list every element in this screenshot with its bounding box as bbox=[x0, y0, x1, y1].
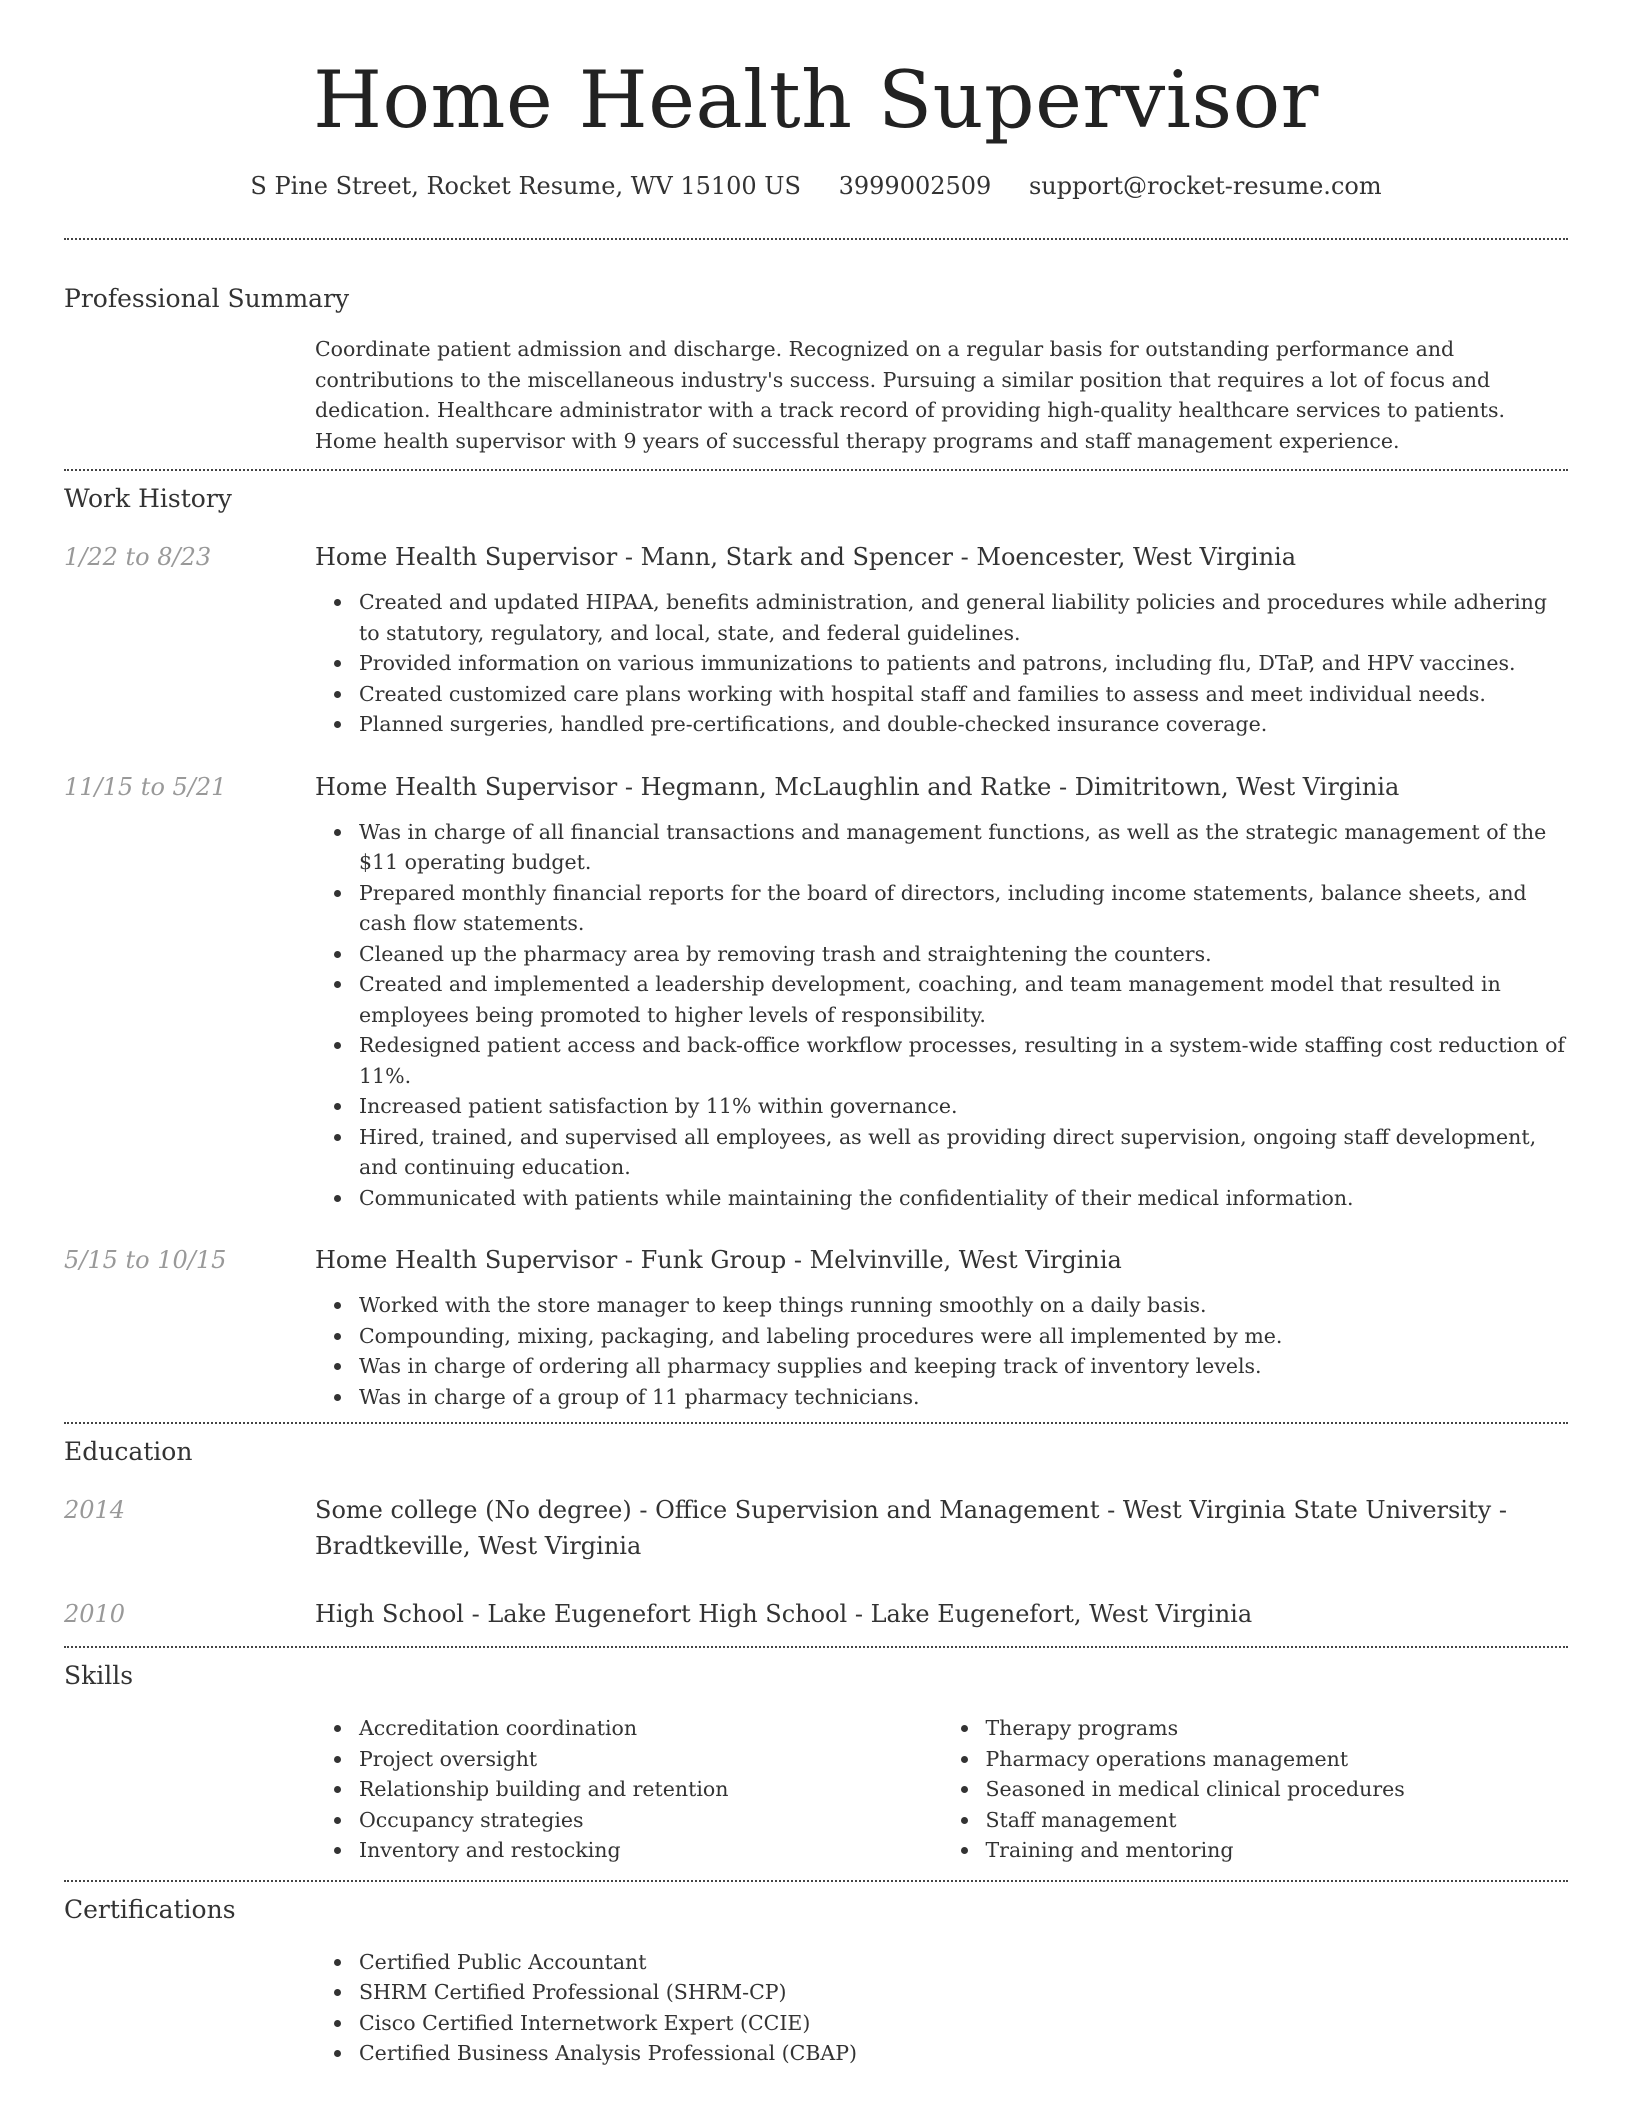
skills-right-list bbox=[942, 1713, 1569, 1866]
list-item: Created and updated HIPAA, benefits administration, and general liability policies and procedures while adhering to statutory, regulatory, and local, state, and federal guidelines. bbox=[359, 587, 1568, 648]
section-divider bbox=[64, 1880, 1568, 1882]
education-date: 2010 bbox=[64, 1600, 126, 1628]
section-divider bbox=[64, 1422, 1568, 1424]
list-item: Compounding, mixing, packaging, and labeling procedures were all implemented by me. bbox=[359, 1321, 1568, 1352]
job-entry bbox=[64, 1242, 1568, 1412]
section-divider bbox=[64, 469, 1568, 471]
certifications-section-title: Certifications bbox=[64, 1894, 236, 1924]
skills-columns bbox=[315, 1713, 1568, 1866]
resume-page bbox=[64, 0, 1568, 2069]
list-item: Hired, trained, and supervised all employees, as well as providing direct supervision, ongoing staff development, and continuing education. bbox=[359, 1122, 1568, 1183]
list-item: Inventory and restocking bbox=[359, 1835, 942, 1866]
list-item: Therapy programs bbox=[986, 1713, 1569, 1744]
job-title: Home Health Supervisor - Hegmann, McLaughlin and Ratke - Dimitritown, West Virginia bbox=[315, 772, 1400, 801]
contact-address: S Pine Street, Rocket Resume, WV 15100 US bbox=[250, 172, 801, 200]
contact-line bbox=[64, 168, 1568, 204]
section-divider bbox=[64, 238, 1568, 240]
list-item: Project oversight bbox=[359, 1744, 942, 1775]
job-bullets bbox=[315, 817, 1568, 1214]
job-title: Home Health Supervisor - Mann, Stark and Spencer - Moencester, West Virginia bbox=[315, 543, 1297, 571]
job-entry bbox=[64, 539, 1568, 740]
work-history-section-title: Work History bbox=[64, 484, 232, 513]
list-item: Increased patient satisfaction by 11% within governance. bbox=[359, 1091, 1568, 1122]
certifications-list bbox=[315, 1947, 1568, 2069]
education-title: High School - Lake Eugenefort High School - Lake Eugenefort, West Virginia bbox=[315, 1600, 1253, 1628]
list-item: Cleaned up the pharmacy area by removing trash and straightening the counters. bbox=[359, 939, 1568, 970]
education-date: 2014 bbox=[64, 1496, 126, 1524]
education-title: Some college (No degree) - Office Supervision and Management - West Virginia State University - Bradtkeville, West Virginia bbox=[315, 1496, 1507, 1560]
contact-phone: 3999002509 bbox=[838, 172, 992, 200]
job-date: 5/15 to 10/15 bbox=[64, 1246, 227, 1274]
education-entry bbox=[64, 1596, 1568, 1632]
list-item: Seasoned in medical clinical procedures bbox=[986, 1774, 1569, 1805]
skills-section bbox=[64, 1658, 1568, 1866]
list-item: Redesigned patient access and back-office workflow processes, resulting in a system-wide staffing cost reduction of 11%. bbox=[359, 1030, 1568, 1091]
list-item: Was in charge of ordering all pharmacy supplies and keeping track of inventory levels. bbox=[359, 1351, 1568, 1382]
list-item: Planned surgeries, handled pre-certifications, and double-checked insurance coverage. bbox=[359, 709, 1568, 740]
education-section bbox=[64, 1434, 1568, 1632]
job-bullets bbox=[315, 587, 1568, 740]
summary-section-title: Professional Summary bbox=[64, 284, 350, 313]
list-item: Was in charge of all financial transactions and management functions, as well as the strategic management of the $11 operating budget. bbox=[359, 817, 1568, 878]
list-item: Created and implemented a leadership development, coaching, and team management model that resulted in employees being promoted to higher levels of responsibility. bbox=[359, 969, 1568, 1030]
list-item: Accreditation coordination bbox=[359, 1713, 942, 1744]
job-date: 11/15 to 5/21 bbox=[64, 772, 227, 801]
education-entry bbox=[64, 1492, 1568, 1564]
work-history-section bbox=[64, 481, 1568, 1412]
list-item: Worked with the store manager to keep things running smoothly on a daily basis. bbox=[359, 1290, 1568, 1321]
job-title: Home Health Supervisor - Funk Group - Melvinville, West Virginia bbox=[315, 1246, 1122, 1274]
list-item: Staff management bbox=[986, 1805, 1569, 1836]
list-item: Prepared monthly financial reports for the board of directors, including income statements, balance sheets, and cash flow statements. bbox=[359, 878, 1568, 939]
list-item: Cisco Certified Internetwork Expert (CCIE) bbox=[359, 2008, 1568, 2039]
list-item: Was in charge of a group of 11 pharmacy technicians. bbox=[359, 1382, 1568, 1413]
summary-section bbox=[64, 281, 1568, 456]
list-item: Communicated with patients while maintaining the confidentiality of their medical information. bbox=[359, 1183, 1568, 1214]
list-item: Training and mentoring bbox=[986, 1835, 1569, 1866]
resume-name: Home Health Supervisor bbox=[313, 54, 1319, 146]
contact-email: support@rocket-resume.com bbox=[1028, 172, 1382, 200]
skills-section-title: Skills bbox=[64, 1661, 134, 1690]
job-entry bbox=[64, 769, 1568, 1214]
list-item: Created customized care plans working with hospital staff and families to assess and meet individual needs. bbox=[359, 679, 1568, 710]
job-date: 1/22 to 8/23 bbox=[64, 543, 212, 571]
job-bullets bbox=[315, 1290, 1568, 1412]
list-item: Relationship building and retention bbox=[359, 1774, 942, 1805]
list-item: Certified Public Accountant bbox=[359, 1947, 1568, 1978]
list-item: Occupancy strategies bbox=[359, 1805, 942, 1836]
list-item: SHRM Certified Professional (SHRM-CP) bbox=[359, 1977, 1568, 2008]
skills-left-list bbox=[315, 1713, 942, 1866]
section-divider bbox=[64, 1646, 1568, 1648]
certifications-section bbox=[64, 1892, 1568, 2069]
education-section-title: Education bbox=[64, 1437, 193, 1466]
list-item: Certified Business Analysis Professional (CBAP) bbox=[359, 2038, 1568, 2069]
list-item: Provided information on various immunizations to patients and patrons, including flu, DTaP, and HPV vaccines. bbox=[359, 648, 1568, 679]
summary-text: Coordinate patient admission and discharge. Recognized on a regular basis for outstanding performance and contributions to the miscellaneous industry's success. Pursuing a similar position that requires a lot of focus and dedication. Healthcare administrator with a track record of providing high-quality healthcare services to patients. Home health supervisor with 9 years of successful therapy programs and staff management experience. bbox=[315, 337, 1506, 453]
list-item: Pharmacy operations management bbox=[986, 1744, 1569, 1775]
